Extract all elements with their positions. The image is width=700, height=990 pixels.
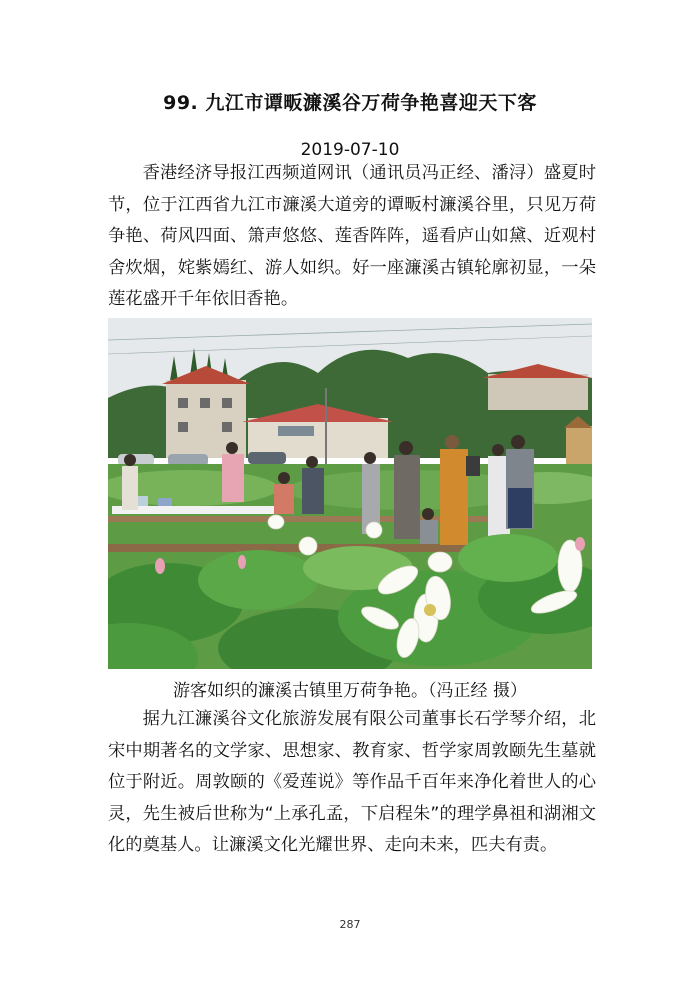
page-number: 287 [339,918,361,931]
article-date: 2019-07-10 [300,140,400,160]
article-paragraph-2: 据九江濂溪谷文化旅游发展有限公司董事长石学琴介绍，北宋中期著名的文学家、思想家、教育家、哲学家周敦颐先生墓就位于附近。周敦颐的《爱莲说》等作品千百年来净化着世人的心灵，先生被后世称为“上承孔孟，下启程朱”的理学鼻祖和湖湘文化的奠基人。让濂溪文化光耀世界、走向未来，匹夫有责。 [108,709,596,855]
photo-caption: 游客如织的濂溪古镇里万荷争艳。（冯正经 摄） [173,681,527,701]
lotus-field-photo [108,318,592,669]
article-title: 99. 九江市谭畈濂溪谷万荷争艳喜迎天下客 [163,92,537,114]
article-paragraph-1: 香港经济导报江西频道网讯（通讯员冯正经、潘浔）盛夏时节，位于江西省九江市濂溪大道旁的谭畈村濂溪谷里，只见万荷争艳、荷风四面、箫声悠悠、莲香阵阵，遥看庐山如黛、近观村舍炊烟，姹紫嫣红、游人如织。好一座濂溪古镇轮廓初显，一朵莲花盛开千年依旧香艳。 [108,163,596,309]
